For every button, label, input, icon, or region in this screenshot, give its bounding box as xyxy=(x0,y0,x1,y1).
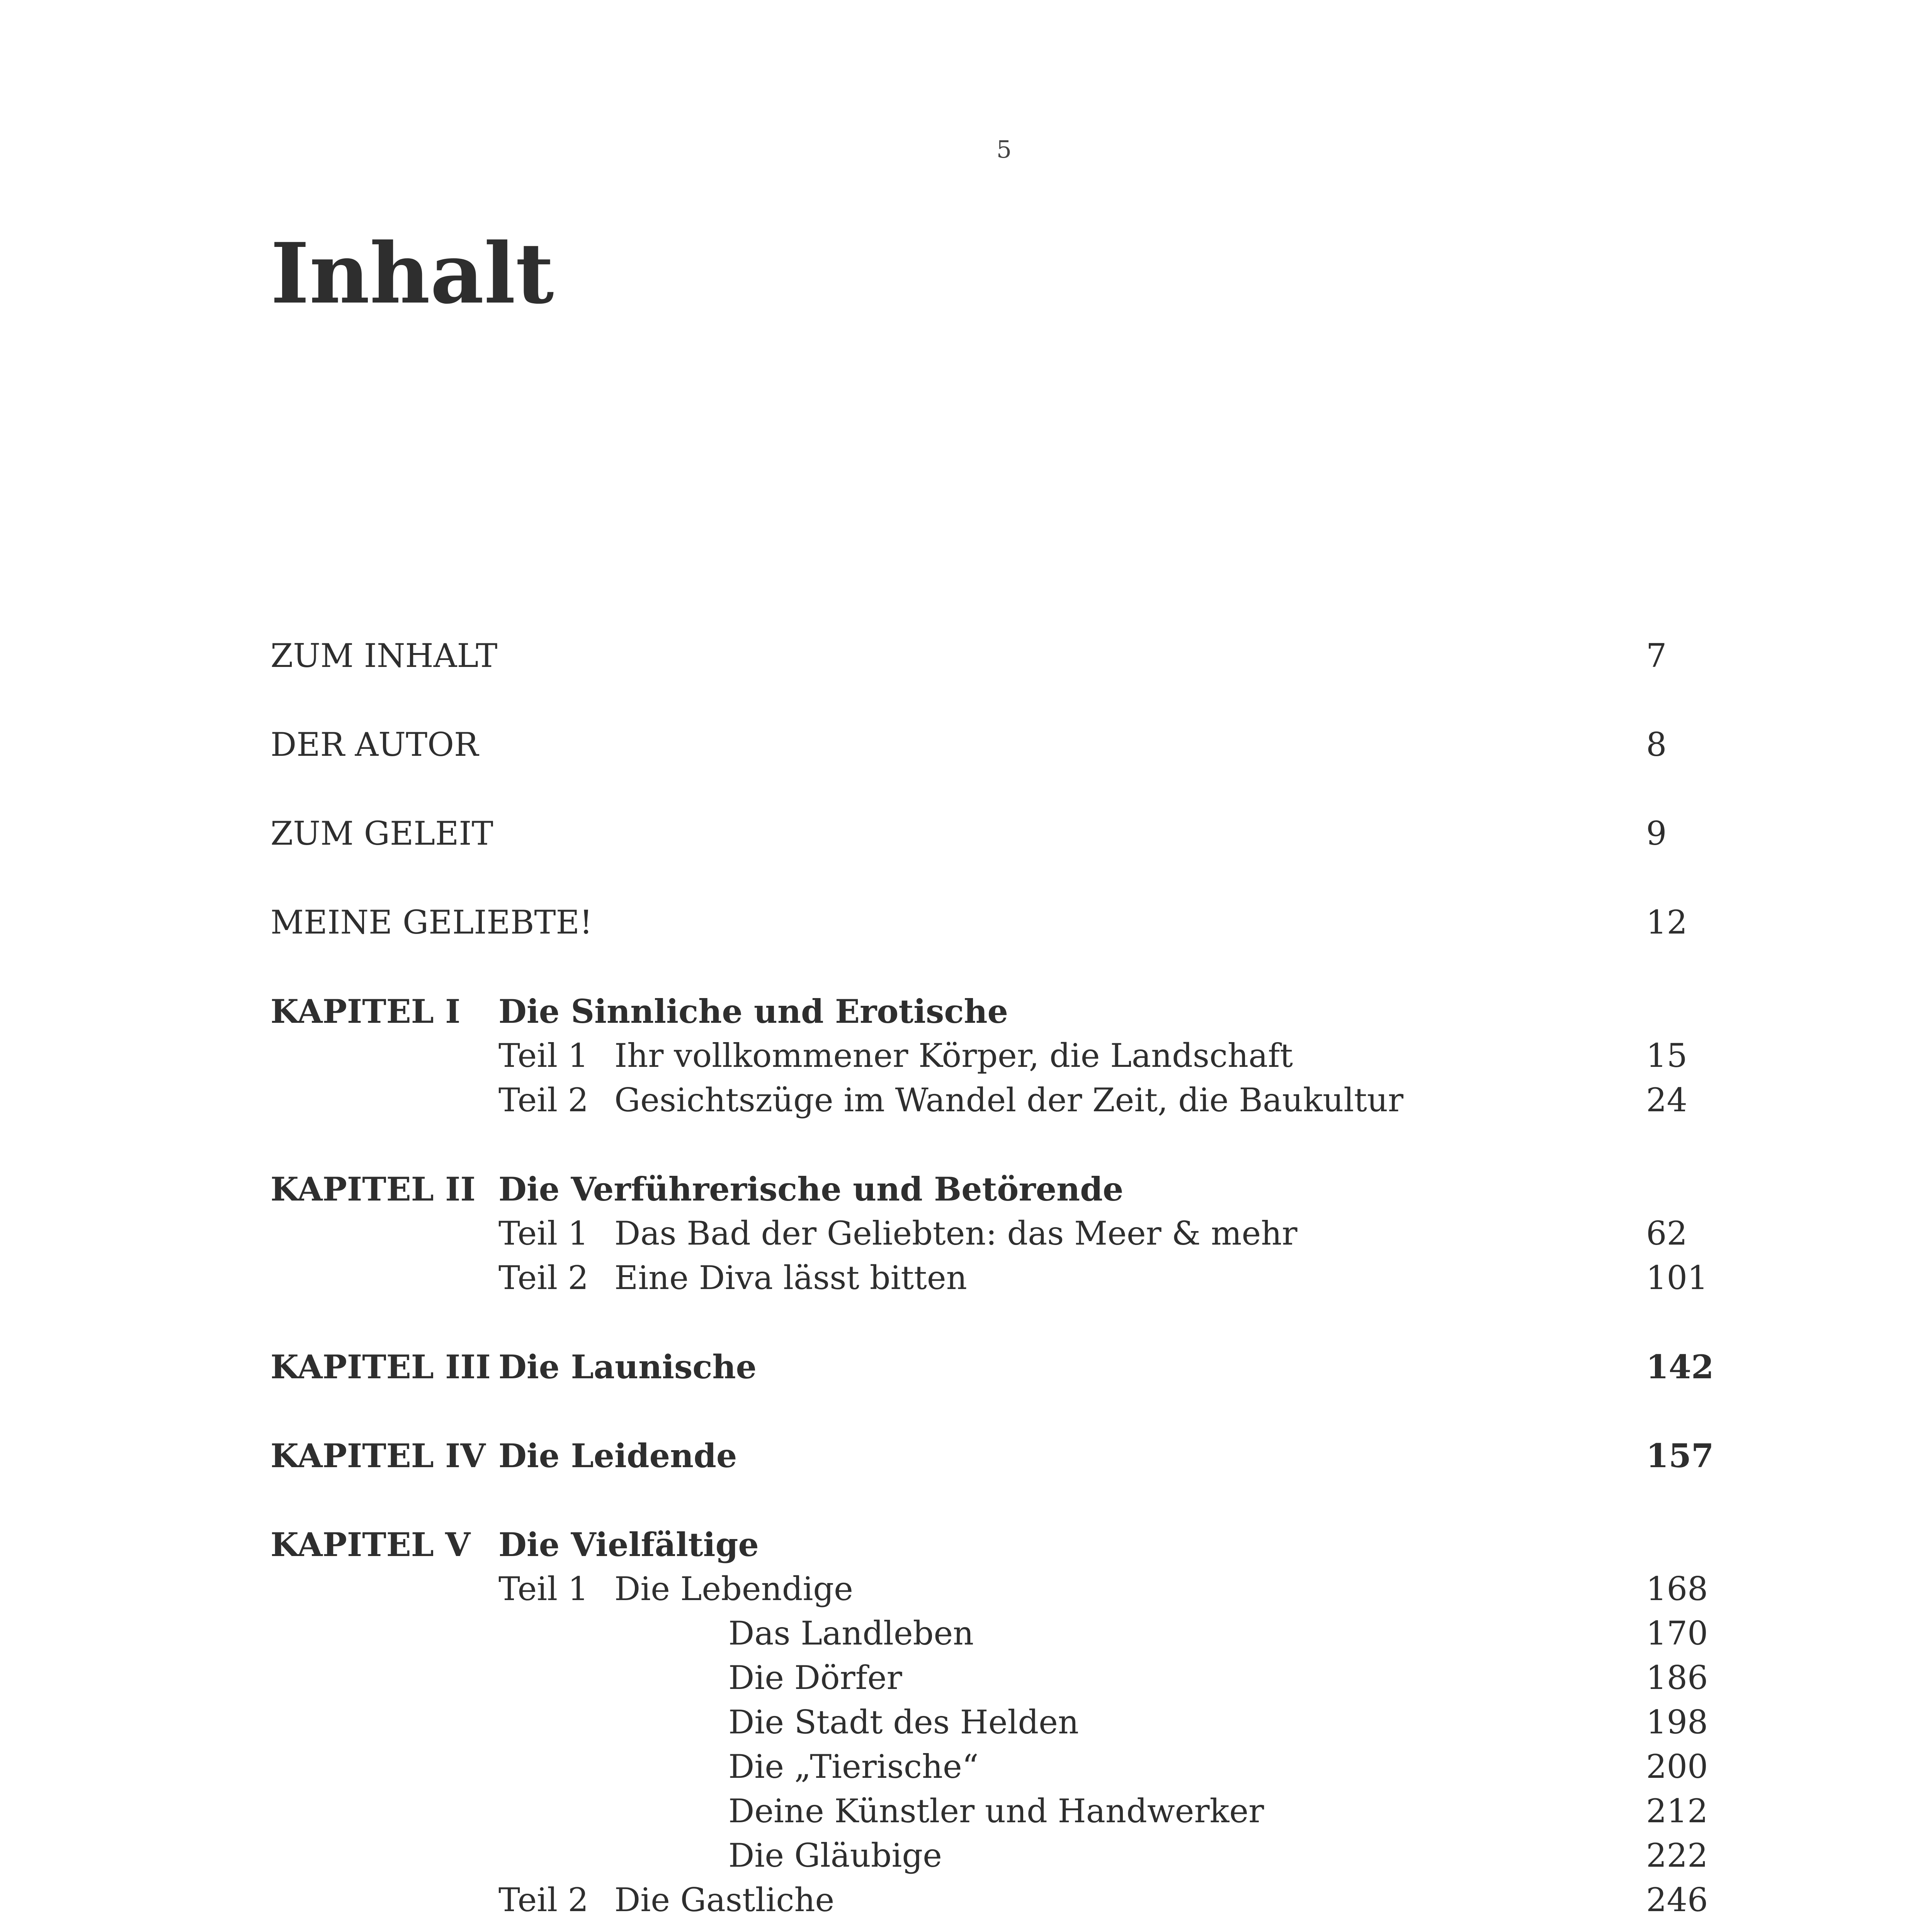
toc-page-number: 142 xyxy=(1646,1348,1714,1386)
toc-chapter-title: Die Launische xyxy=(498,1348,757,1386)
toc-chapter-title: Die Sinnliche und Erotische xyxy=(498,992,1008,1031)
toc-page-number: 222 xyxy=(1646,1837,1708,1874)
toc-chapter-label: KAPITEL V xyxy=(270,1526,471,1564)
toc-page-number: 62 xyxy=(1646,1214,1687,1252)
toc-entry-chapter xyxy=(270,1522,1700,1567)
toc-part-title: Die Lebendige xyxy=(614,1570,853,1608)
toc-part-title: Eine Diva lässt bitten xyxy=(614,1259,967,1297)
toc-chapter-label: KAPITEL II xyxy=(270,1170,476,1208)
toc-section-label: ZUM INHALT xyxy=(270,637,498,675)
toc-chapter-label: KAPITEL III xyxy=(270,1348,491,1386)
toc-subsection-title: Die Stadt des Helden xyxy=(728,1703,1079,1741)
toc-page-number: 168 xyxy=(1646,1570,1708,1608)
toc-page-number: 186 xyxy=(1646,1659,1708,1697)
toc-part-title: Das Bad der Geliebten: das Meer & mehr xyxy=(614,1214,1298,1252)
toc-entry-chapter xyxy=(270,1345,1714,1389)
toc-entry-section xyxy=(270,634,1700,678)
toc-page-number: 198 xyxy=(1646,1703,1708,1741)
toc-chapter-label: KAPITEL I xyxy=(270,992,461,1031)
toc-entry-sub xyxy=(270,1833,1708,1878)
toc-chapter-title: Die Vielfältige xyxy=(498,1526,759,1564)
toc-part-label: Teil 2 xyxy=(498,1081,589,1119)
toc-page-number: 12 xyxy=(1646,903,1687,941)
toc-entry-section xyxy=(270,900,1700,945)
toc-entry-sub xyxy=(270,1745,1708,1789)
toc-part-label: Teil 1 xyxy=(498,1037,589,1075)
toc-entry-chapter xyxy=(270,1434,1714,1478)
toc-page-number: 157 xyxy=(1646,1437,1714,1475)
toc-subsection-title: Die Dörfer xyxy=(728,1659,902,1697)
toc-entry-part xyxy=(270,1078,1700,1122)
page-title: Inhalt xyxy=(270,224,554,322)
toc-entry-part xyxy=(270,1567,1708,1611)
toc-subsection-title: Das Landleben xyxy=(728,1614,974,1652)
toc-page-number: 200 xyxy=(1646,1748,1708,1786)
toc-chapter-label: KAPITEL IV xyxy=(270,1437,486,1475)
toc-entry-part xyxy=(270,1878,1708,1922)
toc-part-title: Gesichtszüge im Wandel der Zeit, die Baukultur xyxy=(614,1081,1404,1119)
toc-page-number: 212 xyxy=(1646,1792,1708,1830)
toc-entry-sub xyxy=(270,1656,1708,1700)
page-number: 5 xyxy=(996,135,1012,163)
toc-page-number: 9 xyxy=(1646,815,1667,852)
toc-subsection-title: Die Gläubige xyxy=(728,1837,942,1874)
toc-part-label: Teil 1 xyxy=(498,1214,589,1252)
toc-subsection-title: Deine Künstler und Handwerker xyxy=(728,1792,1264,1830)
table-of-contents xyxy=(270,634,1714,1932)
toc-entry-part xyxy=(270,1211,1700,1256)
toc-entry-sub xyxy=(270,1789,1708,1833)
toc-page-number: 101 xyxy=(1646,1259,1708,1297)
toc-entry-chapter xyxy=(270,989,1700,1034)
toc-page-number: 7 xyxy=(1646,637,1667,675)
toc-page-number: 246 xyxy=(1646,1881,1708,1919)
toc-section-label: ZUM GELEIT xyxy=(270,815,493,852)
toc-page-number: 8 xyxy=(1646,726,1667,764)
toc-entry-section xyxy=(270,723,1700,767)
toc-entry-chapter xyxy=(270,1167,1700,1211)
toc-part-label: Teil 2 xyxy=(498,1881,589,1919)
toc-page-number: 15 xyxy=(1646,1037,1687,1075)
toc-page-number: 170 xyxy=(1646,1614,1708,1652)
toc-part-title: Die Gastliche xyxy=(614,1881,835,1919)
toc-chapter-title: Die Leidende xyxy=(498,1437,737,1475)
toc-section-label: MEINE GELIEBTE! xyxy=(270,903,593,941)
toc-entry-section xyxy=(270,811,1700,856)
toc-page-number: 24 xyxy=(1646,1081,1687,1119)
toc-entry-part xyxy=(270,1034,1700,1078)
toc-entry-part xyxy=(270,1256,1708,1300)
toc-part-title: Ihr vollkommener Körper, die Landschaft xyxy=(614,1037,1293,1075)
toc-entry-sub xyxy=(270,1611,1708,1656)
toc-section-label: DER AUTOR xyxy=(270,726,479,764)
toc-part-label: Teil 2 xyxy=(498,1259,589,1297)
toc-subsection-title: Die „Tierische“ xyxy=(728,1748,979,1786)
toc-chapter-title: Die Verführerische und Betörende xyxy=(498,1170,1124,1208)
toc-part-label: Teil 1 xyxy=(498,1570,589,1608)
toc-entry-sub xyxy=(270,1700,1708,1745)
